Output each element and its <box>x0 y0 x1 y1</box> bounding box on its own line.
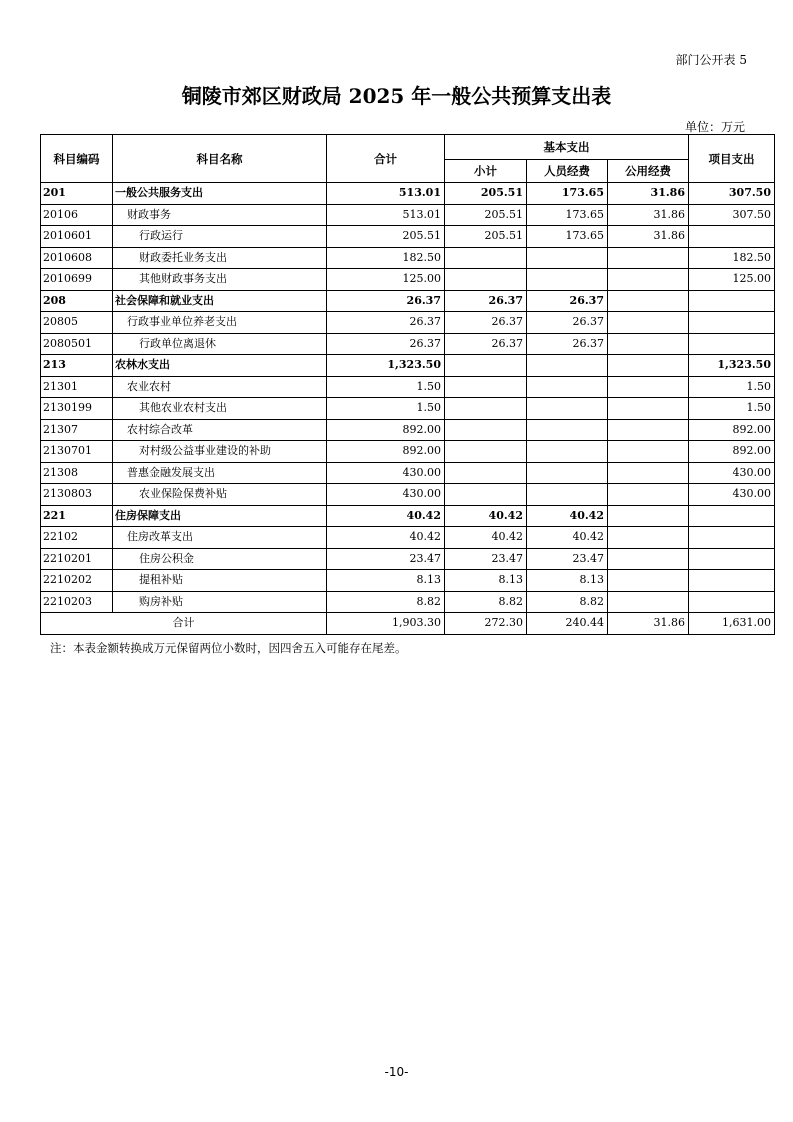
cell-subtotal <box>445 376 527 398</box>
cell-public <box>608 398 689 420</box>
page-title: 铜陵市郊区财政局 2025 年一般公共预算支出表 <box>181 84 612 108</box>
cell-name: 行政运行 <box>113 226 327 248</box>
cell-total: 513.01 <box>327 183 445 205</box>
cell-subtotal: 205.51 <box>445 183 527 205</box>
table-row <box>41 355 775 377</box>
header-name: 科目名称 <box>113 135 327 183</box>
table-row <box>41 591 775 613</box>
cell-public <box>608 527 689 549</box>
cell-personnel <box>527 441 608 463</box>
cell-name: 农业农村 <box>113 376 327 398</box>
cell-personnel: 173.65 <box>527 226 608 248</box>
cell-code: 21307 <box>41 419 113 441</box>
cell-total: 1,323.50 <box>327 355 445 377</box>
cell-public <box>608 269 689 291</box>
header-public: 公用经费 <box>608 160 689 183</box>
cell-subtotal <box>445 355 527 377</box>
cell-code: 213 <box>41 355 113 377</box>
cell-personnel <box>527 419 608 441</box>
cell-name: 财政事务 <box>113 204 327 226</box>
total-cell-total: 1,903.30 <box>327 613 445 635</box>
cell-project <box>689 527 775 549</box>
cell-personnel: 40.42 <box>527 527 608 549</box>
cell-project <box>689 290 775 312</box>
table-row <box>41 269 775 291</box>
cell-code: 208 <box>41 290 113 312</box>
cell-code: 22102 <box>41 527 113 549</box>
cell-personnel: 26.37 <box>527 312 608 334</box>
cell-subtotal <box>445 269 527 291</box>
cell-code: 20106 <box>41 204 113 226</box>
cell-subtotal <box>445 441 527 463</box>
cell-subtotal: 26.37 <box>445 290 527 312</box>
header-subtotal: 小计 <box>445 160 527 183</box>
cell-total: 892.00 <box>327 419 445 441</box>
cell-code: 2130803 <box>41 484 113 506</box>
cell-subtotal <box>445 398 527 420</box>
cell-public: 31.86 <box>608 183 689 205</box>
cell-code: 2210203 <box>41 591 113 613</box>
cell-total: 8.82 <box>327 591 445 613</box>
cell-project <box>689 548 775 570</box>
cell-name: 农村综合改革 <box>113 419 327 441</box>
table-body <box>41 183 775 613</box>
footnote: 注：本表金额转换成万元保留两位小数时，因四舍五入可能存在尾差。 <box>50 641 407 655</box>
cell-project: 307.50 <box>689 204 775 226</box>
budget-table <box>40 134 775 635</box>
total-cell-project: 1,631.00 <box>689 613 775 635</box>
cell-project: 1,323.50 <box>689 355 775 377</box>
cell-project <box>689 226 775 248</box>
table-row <box>41 226 775 248</box>
cell-subtotal: 205.51 <box>445 226 527 248</box>
cell-public <box>608 591 689 613</box>
cell-subtotal <box>445 247 527 269</box>
cell-project: 1.50 <box>689 398 775 420</box>
cell-public <box>608 247 689 269</box>
cell-code: 2210201 <box>41 548 113 570</box>
page-number: -10- <box>384 1065 409 1079</box>
cell-public <box>608 441 689 463</box>
cell-total: 892.00 <box>327 441 445 463</box>
table-row <box>41 247 775 269</box>
cell-project: 892.00 <box>689 419 775 441</box>
total-row <box>41 613 775 635</box>
cell-name: 行政事业单位养老支出 <box>113 312 327 334</box>
cell-subtotal: 8.13 <box>445 570 527 592</box>
cell-code: 2010699 <box>41 269 113 291</box>
cell-public <box>608 484 689 506</box>
cell-name: 其他财政事务支出 <box>113 269 327 291</box>
unit-label: 单位：万元 <box>684 120 745 134</box>
cell-name: 提租补贴 <box>113 570 327 592</box>
cell-public <box>608 355 689 377</box>
form-number: 部门公开表 5 <box>675 53 747 67</box>
cell-code: 221 <box>41 505 113 527</box>
cell-project <box>689 312 775 334</box>
cell-project <box>689 570 775 592</box>
cell-public <box>608 570 689 592</box>
cell-project: 1.50 <box>689 376 775 398</box>
cell-total: 26.37 <box>327 333 445 355</box>
cell-total: 1.50 <box>327 376 445 398</box>
cell-name: 对村级公益事业建设的补助 <box>113 441 327 463</box>
cell-subtotal: 40.42 <box>445 505 527 527</box>
cell-name: 农林水支出 <box>113 355 327 377</box>
table-row <box>41 462 775 484</box>
cell-project <box>689 333 775 355</box>
cell-total: 26.37 <box>327 290 445 312</box>
cell-personnel: 40.42 <box>527 505 608 527</box>
cell-subtotal: 40.42 <box>445 527 527 549</box>
cell-code: 2130199 <box>41 398 113 420</box>
total-cell-public: 31.86 <box>608 613 689 635</box>
header-project: 项目支出 <box>689 135 775 183</box>
total-label: 合计 <box>41 613 327 635</box>
cell-personnel <box>527 269 608 291</box>
cell-name: 住房改革支出 <box>113 527 327 549</box>
cell-name: 住房保障支出 <box>113 505 327 527</box>
cell-public: 31.86 <box>608 204 689 226</box>
cell-public <box>608 312 689 334</box>
cell-public <box>608 333 689 355</box>
cell-name: 财政委托业务支出 <box>113 247 327 269</box>
cell-code: 2010608 <box>41 247 113 269</box>
cell-public <box>608 548 689 570</box>
cell-personnel: 26.37 <box>527 333 608 355</box>
cell-name: 住房公积金 <box>113 548 327 570</box>
header-personnel: 人员经费 <box>527 160 608 183</box>
cell-total: 430.00 <box>327 484 445 506</box>
cell-subtotal <box>445 462 527 484</box>
cell-subtotal: 26.37 <box>445 312 527 334</box>
cell-project: 430.00 <box>689 484 775 506</box>
cell-personnel: 8.13 <box>527 570 608 592</box>
cell-total: 23.47 <box>327 548 445 570</box>
cell-total: 40.42 <box>327 527 445 549</box>
table-row <box>41 183 775 205</box>
cell-name: 社会保障和就业支出 <box>113 290 327 312</box>
cell-personnel <box>527 247 608 269</box>
cell-name: 一般公共服务支出 <box>113 183 327 205</box>
cell-personnel <box>527 376 608 398</box>
cell-personnel: 173.65 <box>527 204 608 226</box>
cell-public <box>608 462 689 484</box>
table-row <box>41 376 775 398</box>
table-row <box>41 570 775 592</box>
table-row <box>41 484 775 506</box>
total-cell-personnel: 240.44 <box>527 613 608 635</box>
table-row <box>41 312 775 334</box>
cell-code: 21301 <box>41 376 113 398</box>
table-row <box>41 441 775 463</box>
cell-personnel: 8.82 <box>527 591 608 613</box>
table-row <box>41 419 775 441</box>
cell-public <box>608 290 689 312</box>
table-row <box>41 290 775 312</box>
table-row <box>41 398 775 420</box>
cell-subtotal: 23.47 <box>445 548 527 570</box>
cell-personnel <box>527 484 608 506</box>
table-row <box>41 505 775 527</box>
cell-personnel <box>527 355 608 377</box>
table-row <box>41 527 775 549</box>
cell-project <box>689 505 775 527</box>
cell-project: 430.00 <box>689 462 775 484</box>
cell-personnel <box>527 398 608 420</box>
cell-code: 2010601 <box>41 226 113 248</box>
cell-project <box>689 591 775 613</box>
cell-name: 普惠金融发展支出 <box>113 462 327 484</box>
cell-total: 26.37 <box>327 312 445 334</box>
table-row <box>41 548 775 570</box>
cell-public <box>608 376 689 398</box>
cell-total: 182.50 <box>327 247 445 269</box>
table-row <box>41 204 775 226</box>
cell-name: 行政单位离退休 <box>113 333 327 355</box>
cell-code: 21308 <box>41 462 113 484</box>
cell-code: 20805 <box>41 312 113 334</box>
cell-code: 2130701 <box>41 441 113 463</box>
cell-personnel: 23.47 <box>527 548 608 570</box>
cell-code: 2210202 <box>41 570 113 592</box>
cell-total: 513.01 <box>327 204 445 226</box>
cell-subtotal: 8.82 <box>445 591 527 613</box>
cell-public <box>608 505 689 527</box>
cell-name: 购房补贴 <box>113 591 327 613</box>
cell-personnel <box>527 462 608 484</box>
header-code: 科目编码 <box>41 135 113 183</box>
cell-project: 125.00 <box>689 269 775 291</box>
total-cell-subtotal: 272.30 <box>445 613 527 635</box>
cell-personnel: 173.65 <box>527 183 608 205</box>
cell-total: 205.51 <box>327 226 445 248</box>
header-basic: 基本支出 <box>445 135 689 160</box>
header-total: 合计 <box>327 135 445 183</box>
cell-personnel: 26.37 <box>527 290 608 312</box>
cell-subtotal <box>445 484 527 506</box>
cell-subtotal: 205.51 <box>445 204 527 226</box>
cell-public <box>608 419 689 441</box>
cell-code: 2080501 <box>41 333 113 355</box>
cell-project: 182.50 <box>689 247 775 269</box>
cell-code: 201 <box>41 183 113 205</box>
cell-name: 农业保险保费补贴 <box>113 484 327 506</box>
cell-total: 40.42 <box>327 505 445 527</box>
cell-project: 307.50 <box>689 183 775 205</box>
cell-subtotal: 26.37 <box>445 333 527 355</box>
cell-total: 430.00 <box>327 462 445 484</box>
cell-subtotal <box>445 419 527 441</box>
table-row <box>41 333 775 355</box>
cell-total: 8.13 <box>327 570 445 592</box>
cell-name: 其他农业农村支出 <box>113 398 327 420</box>
cell-project: 892.00 <box>689 441 775 463</box>
cell-total: 1.50 <box>327 398 445 420</box>
cell-total: 125.00 <box>327 269 445 291</box>
cell-public: 31.86 <box>608 226 689 248</box>
